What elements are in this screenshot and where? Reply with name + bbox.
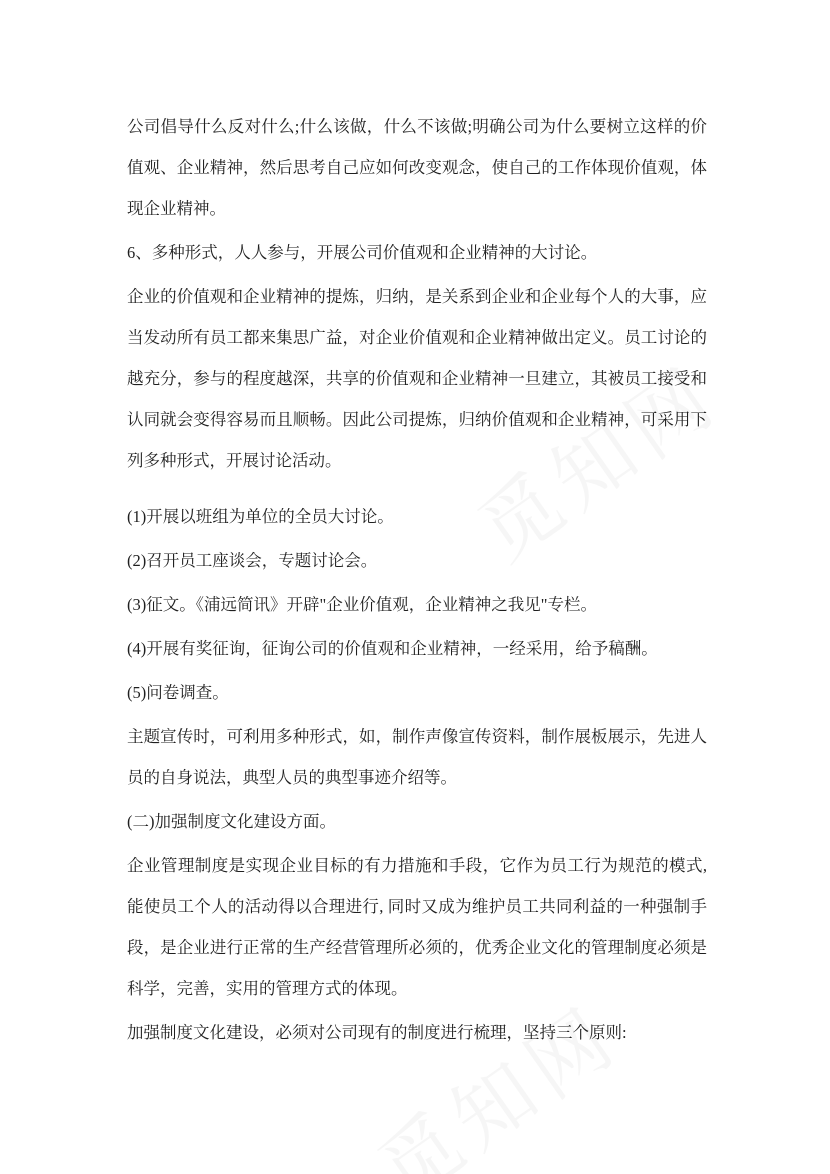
text-line: 主题宣传时，可利用多种形式，如，制作声像宣传资料，制作展板展示，先进人 bbox=[127, 727, 707, 746]
text-line: 当发动所有员工都来集思广益，对企业价值观和企业精神做出定义。员工讨论的 bbox=[127, 328, 707, 347]
section-heading bbox=[127, 232, 707, 273]
paragraph bbox=[127, 716, 707, 798]
list-item bbox=[127, 584, 707, 625]
paragraph bbox=[127, 845, 707, 1009]
list-item bbox=[127, 540, 707, 581]
list-item bbox=[127, 496, 707, 537]
text-line: (1)开展以班组为单位的全员大讨论。 bbox=[127, 507, 394, 526]
text-line: (二)加强制度文化建设方面。 bbox=[127, 812, 336, 831]
text-line: 科学，完善，实用的管理方式的体现。 bbox=[127, 979, 408, 998]
list-item bbox=[127, 672, 707, 713]
text-line: (4)开展有奖征询，征询公司的价值观和企业精神，一经采用，给予稿酬。 bbox=[127, 639, 658, 658]
paragraph bbox=[127, 106, 707, 229]
text-line: 现企业精神。 bbox=[127, 199, 226, 218]
paragraph bbox=[127, 1012, 707, 1053]
paragraph bbox=[127, 276, 707, 481]
list-item bbox=[127, 628, 707, 669]
text-line: 公司倡导什么反对什么;什么该做，什么不该做;明确公司为什么要树立这样的价 bbox=[127, 117, 707, 136]
text-line: 6、多种形式，人人参与，开展公司价值观和企业精神的大讨论。 bbox=[127, 243, 598, 262]
text-line: 员的自身说法，典型人员的典型事迹介绍等。 bbox=[127, 768, 457, 787]
text-line: 企业的价值观和企业精神的提炼，归纳，是关系到企业和企业每个人的大事，应 bbox=[127, 287, 707, 306]
text-line: (3)征文。《浦远简讯》开辟"企业价值观，企业精神之我见"专栏。 bbox=[127, 595, 597, 614]
text-line: 企业管理制度是实现企业目标的有力措施和手段，它作为员工行为规范的模式, bbox=[127, 856, 707, 875]
text-line: 加强制度文化建设，必须对公司现有的制度进行梳理，坚持三个原则: bbox=[127, 1023, 627, 1042]
text-line: 认同就会变得容易而且顺畅。因此公司提炼，归纳价值观和企业精神，可采用下 bbox=[127, 410, 707, 429]
document-body bbox=[127, 106, 707, 1053]
text-line: 值观、企业精神，然后思考自己应如何改变观念，使自己的工作体现价值观，体 bbox=[127, 158, 707, 177]
text-line: (5)问卷调查。 bbox=[127, 683, 229, 702]
text-line: 列多种形式，开展讨论活动。 bbox=[127, 451, 342, 470]
text-line: 越充分，参与的程度越深，共享的价值观和企业精神一旦建立，其被员工接受和 bbox=[127, 369, 707, 388]
text-line: 段，是企业进行正常的生产经营管理所必须的，优秀企业文化的管理制度必须是 bbox=[127, 938, 707, 957]
text-line: (2)召开员工座谈会，专题讨论会。 bbox=[127, 551, 378, 570]
text-line: 能使员工个人的活动得以合理进行, 同时又成为维护员工共同利益的一种强制手 bbox=[127, 897, 707, 916]
section-heading bbox=[127, 801, 707, 842]
